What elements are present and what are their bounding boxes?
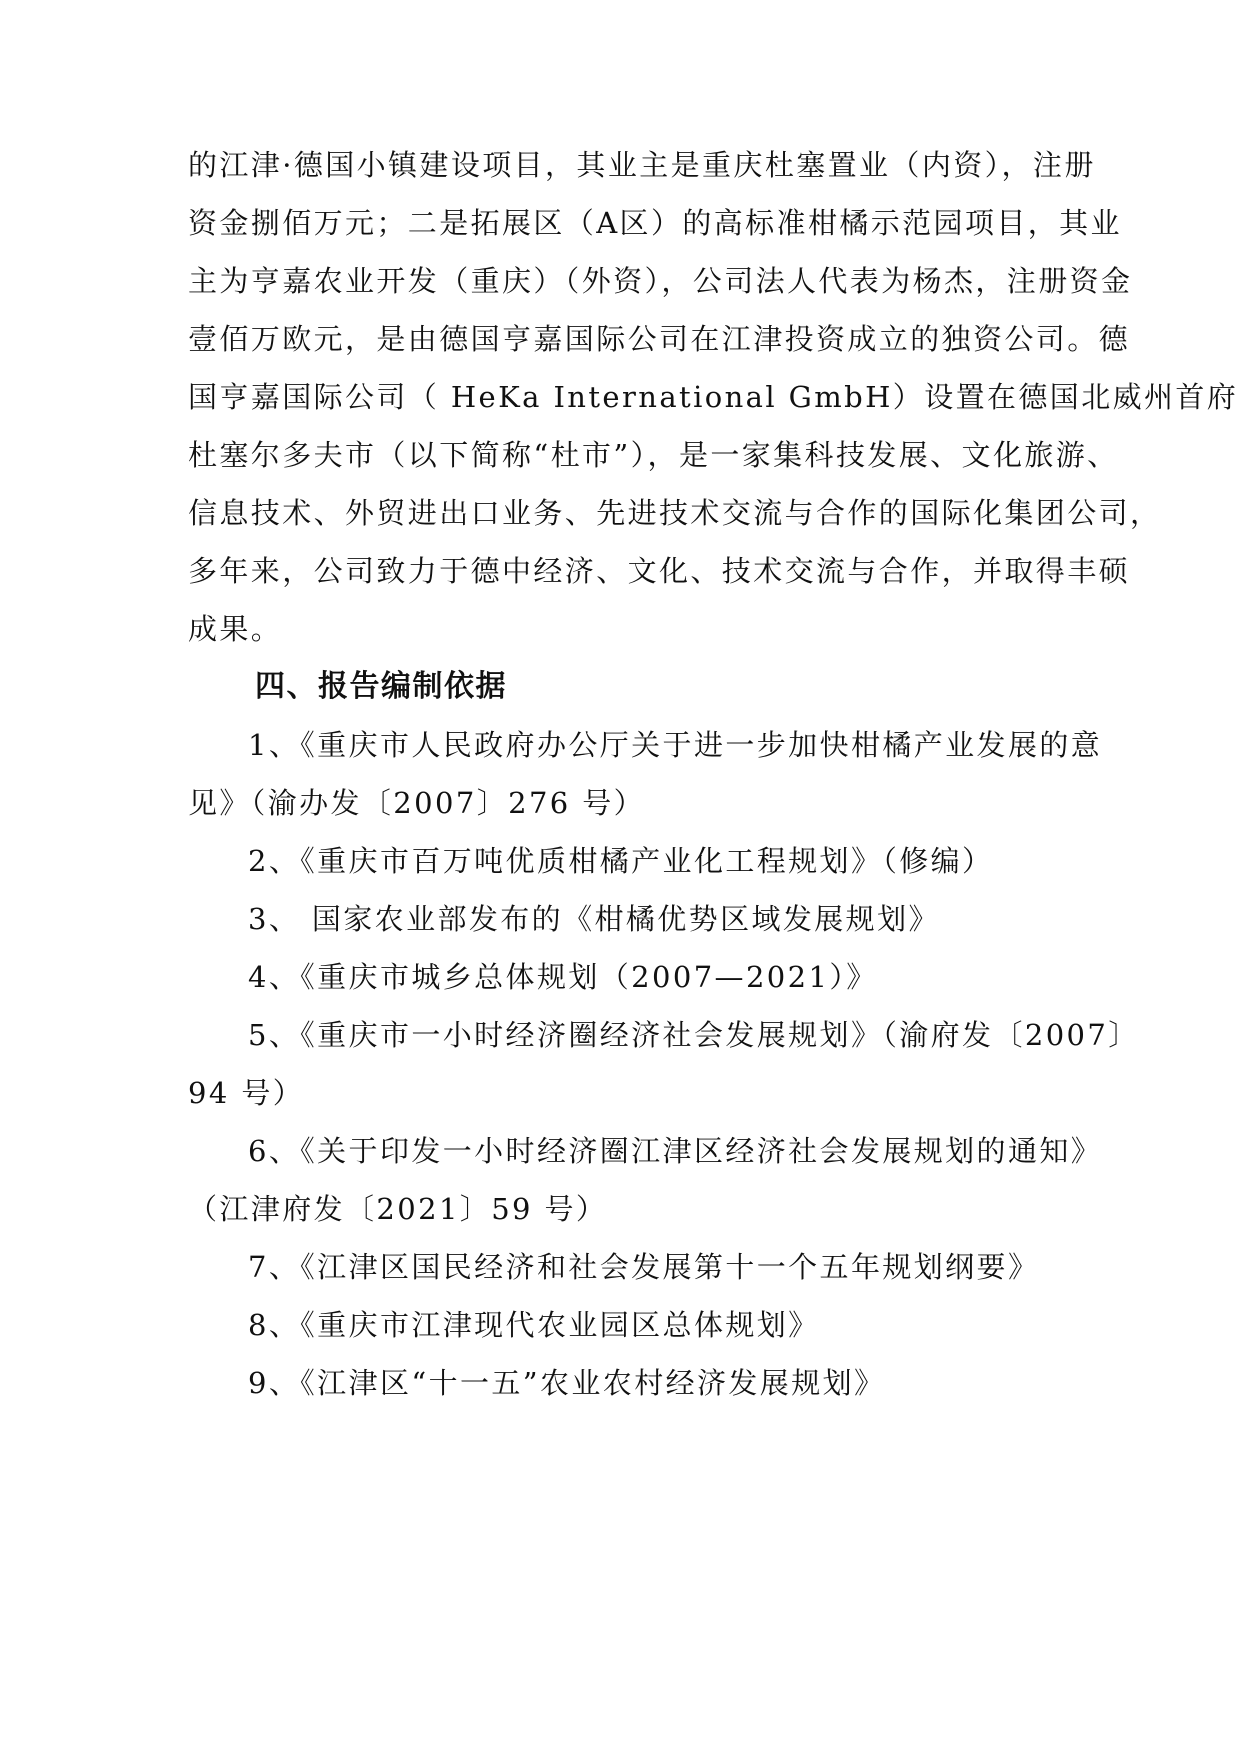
list-item: 1、《重庆市人民政府办公厅关于进一步加快柑橘产业发展的意 xyxy=(248,728,1103,762)
list-item-continuation: 94 号） xyxy=(188,1076,305,1110)
list-item: 2、《重庆市百万吨优质柑橘产业化工程规划》（修编） xyxy=(248,844,994,878)
paragraph-line: 成果。 xyxy=(188,612,283,646)
paragraph-line: 壹佰万欧元，是由德国亨嘉国际公司在江津投资成立的独资公司。德 xyxy=(188,322,1131,356)
list-item: 5、《重庆市一小时经济圈经济社会发展规划》（渝府发〔2007〕 xyxy=(248,1018,1140,1052)
paragraph-line: 国亨嘉国际公司（ HeKa International GmbH）设置在德国北威州首府 xyxy=(188,380,1239,414)
paragraph-line: 信息技术、外贸进出口业务、先进技术交流与合作的国际化集团公司， xyxy=(188,496,1162,530)
paragraph-line: 资金捌佰万元；二是拓展区（A区）的高标准柑橘示范园项目，其业 xyxy=(188,206,1122,240)
list-item-continuation: 见》（渝办发〔2007〕276 号） xyxy=(188,786,646,820)
paragraph-line: 主为亨嘉农业开发（重庆）（外资），公司法人代表为杨杰，注册资金 xyxy=(188,264,1133,298)
list-item: 3、 国家农业部发布的《柑橘优势区域发展规划》 xyxy=(248,902,940,936)
paragraph-line: 多年来，公司致力于德中经济、文化、技术交流与合作，并取得丰硕 xyxy=(188,554,1131,588)
section-heading: 四、报告编制依据 xyxy=(255,669,507,704)
list-item: 4、《重庆市城乡总体规划（2007—2021）》 xyxy=(248,960,878,994)
list-item: 9、《江津区“十一五”农业农村经济发展规划》 xyxy=(248,1366,886,1400)
list-item-continuation: （江津府发〔2021〕59 号） xyxy=(188,1192,608,1226)
paragraph-line: 的江津·德国小镇建设项目，其业主是重庆杜塞置业（内资），注册 xyxy=(188,148,1096,182)
list-item: 8、《重庆市江津现代农业园区总体规划》 xyxy=(248,1308,820,1342)
list-item: 6、《关于印发一小时经济圈江津区经济社会发展规划的通知》 xyxy=(248,1134,1103,1168)
paragraph-line: 杜塞尔多夫市（以下简称“杜市”），是一家集科技发展、文化旅游、 xyxy=(188,438,1119,472)
list-item: 7、《江津区国民经济和社会发展第十一个五年规划纲要》 xyxy=(248,1250,1040,1284)
